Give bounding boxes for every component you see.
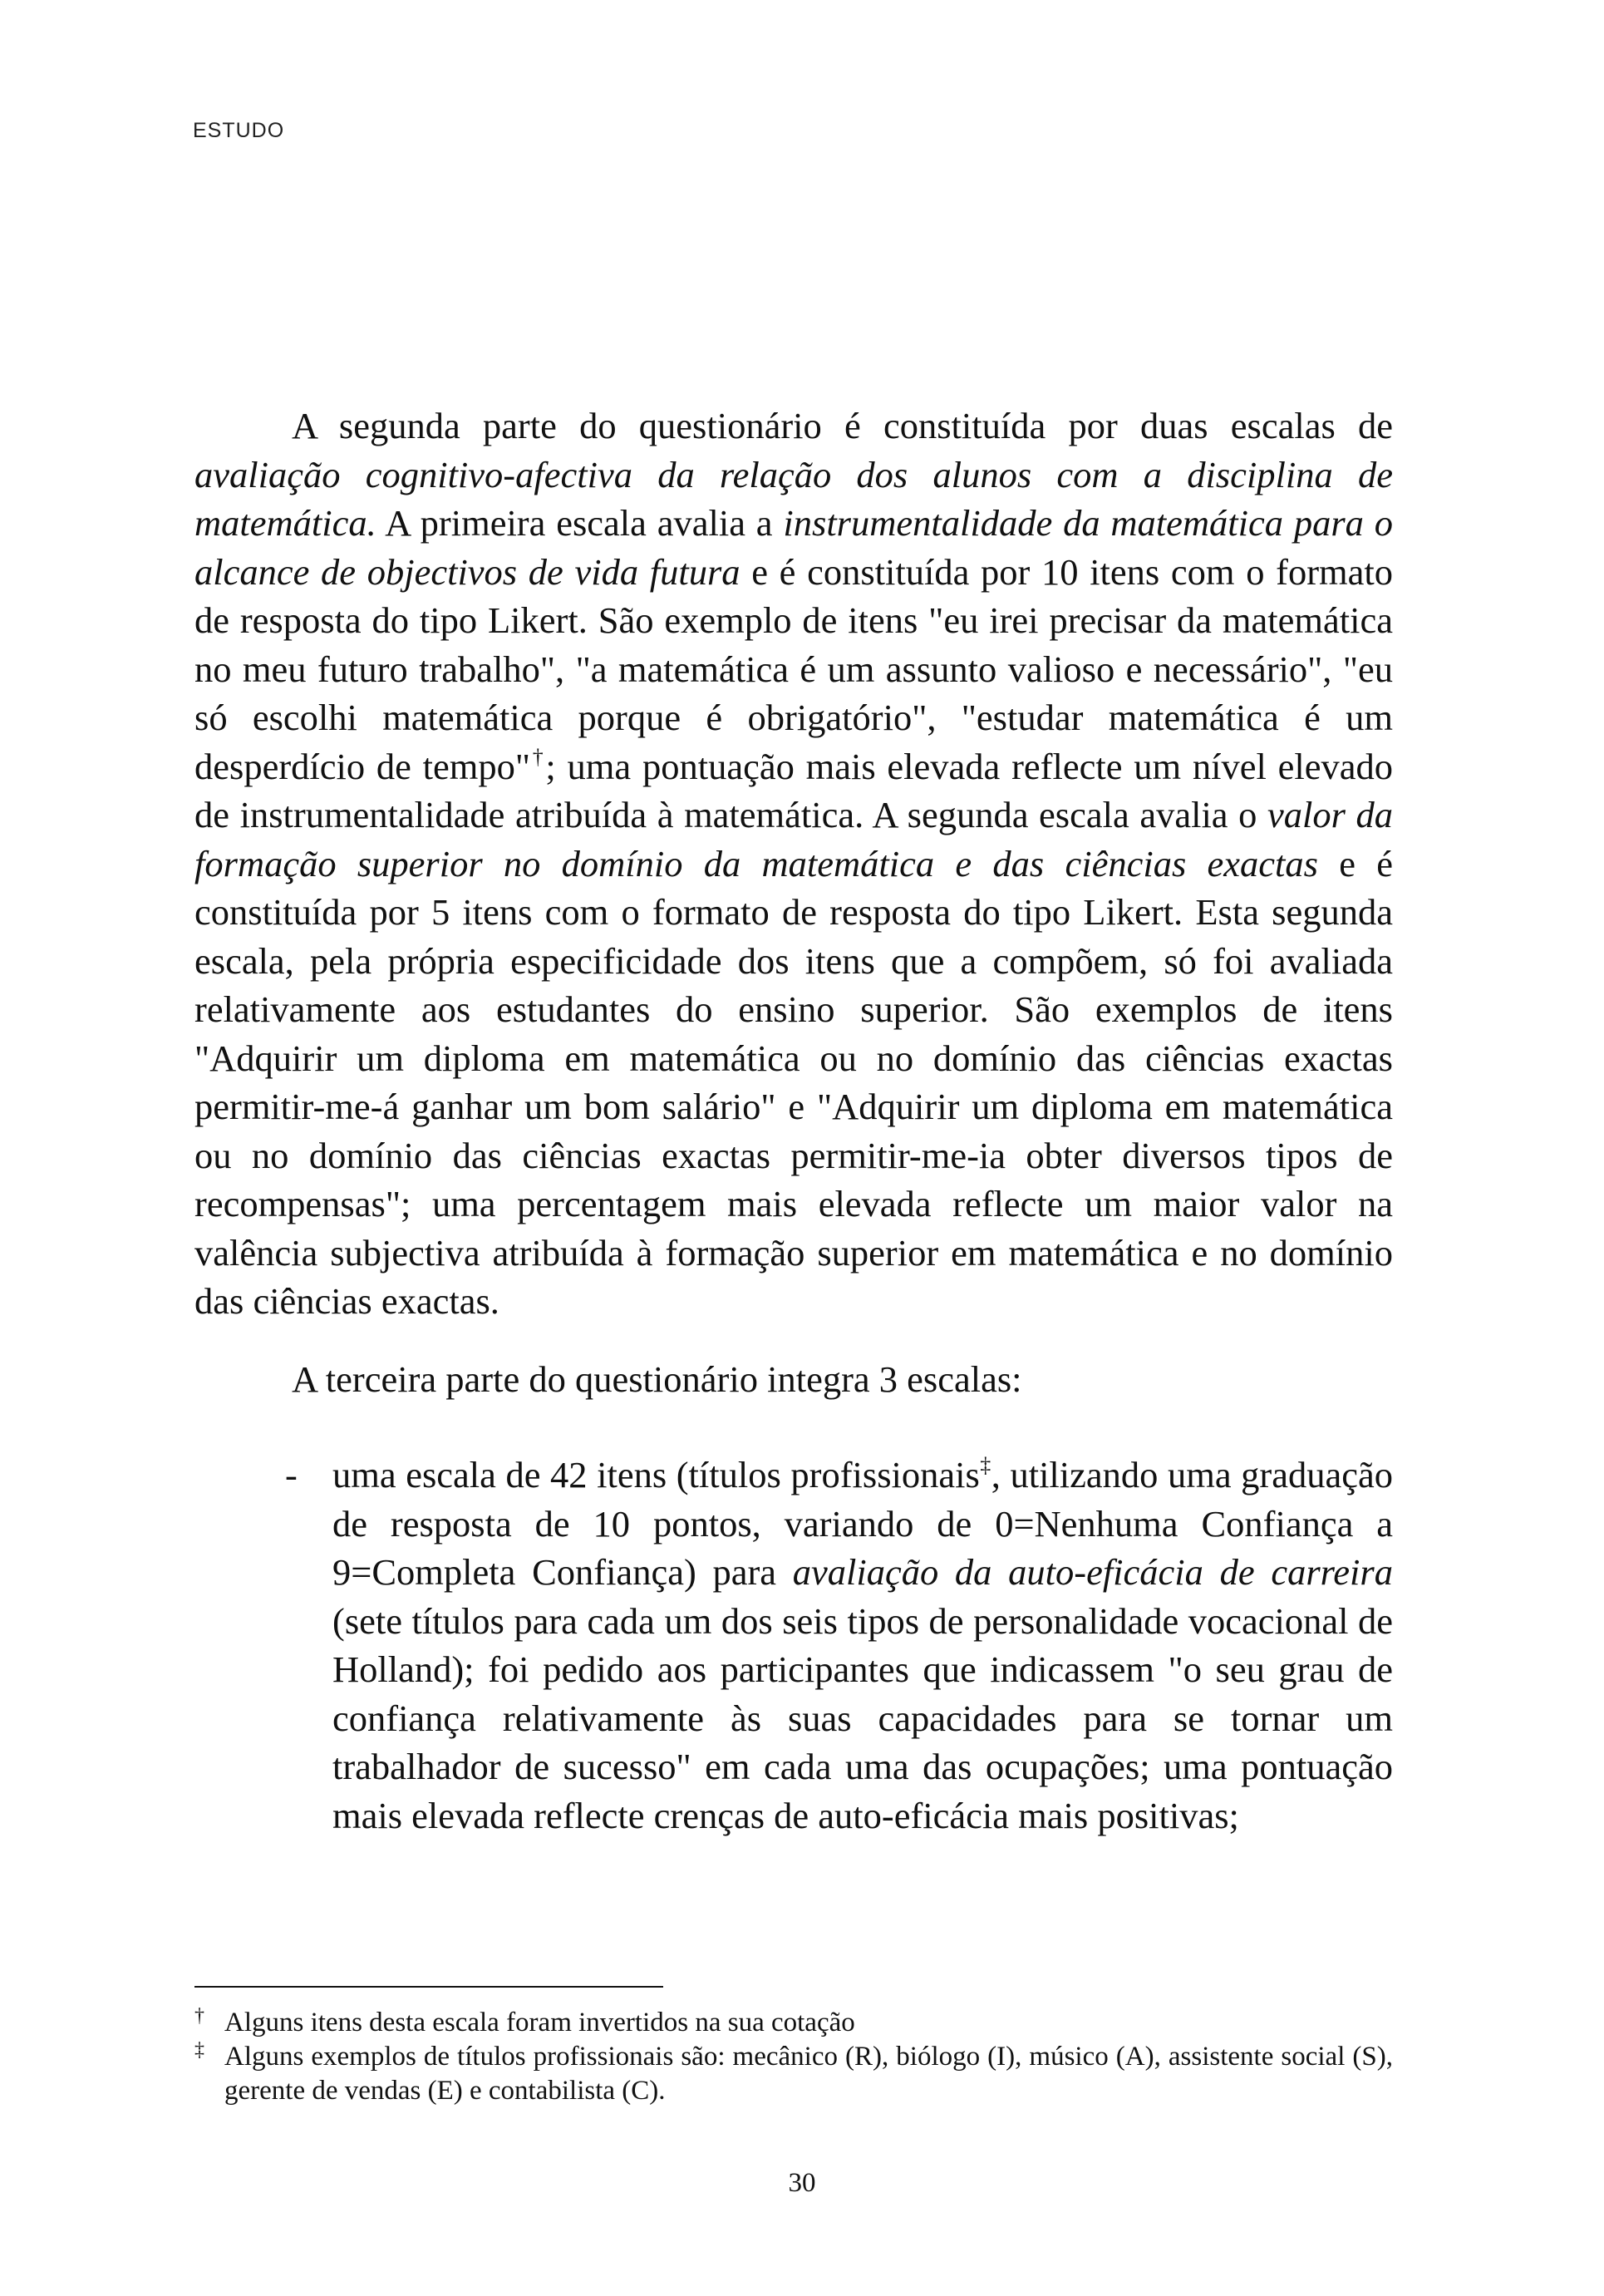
footnotes: [194, 2006, 1393, 2108]
list-item-text-2: , utilizando uma graduação de resposta de 10 pontos, variando de 0=Nenhuma Confiança a 9=Completa Confiança) para: [332, 1454, 1394, 1593]
footnote-2-mark: ‡: [194, 2039, 204, 2061]
footnote-separator: [194, 1986, 663, 1988]
para1-text-3: e é constituída por 10 itens com o formato de resposta do tipo Likert. São exemplo de itens "eu irei precisar da matemática no meu futuro trabalho", "a matemática é um assunto valioso e necessário", "eu só escolhi matemática porque é obrigatório", "estudar matemática é um desperdício de tempo": [194, 550, 1393, 787]
para1-text-2: A primeira escala avalia a: [376, 502, 784, 544]
footnote-2: [194, 2040, 1393, 2108]
para1-text-4: ; uma pontuação mais elevada reflecte um nível elevado de instrumentalidade atribuída à matemática. A segunda escala avalia o: [194, 745, 1394, 835]
para1-emphasis-2: instrumentalidade da matemática para o alcance de objectivos de vida futura: [194, 502, 1394, 593]
footnote-1: [194, 2006, 1393, 2040]
footnote-1-mark: †: [194, 2005, 204, 2027]
list-item-text-1: uma escala de 42 itens (títulos profissionais: [332, 1454, 980, 1495]
list-item-text-3: (sete títulos para cada um dos seis tipos de personalidade vocacional de Holland); foi pedido aos participantes que indicassem "o seu grau de confiança relativamente às suas capacidades para se tornar um trabalhador de sucesso" em cada uma das ocupações; uma pontuação mais elevada reflecte crenças de auto-eficácia mais positivas;: [332, 1599, 1393, 1836]
footnote-ref-dagger: †: [530, 744, 546, 769]
list-item: [194, 1451, 1393, 1840]
para1-text-1: A segunda parte do questionário é constituída por duas escalas de: [292, 405, 1393, 446]
footnote-1-text: Alguns itens desta escala foram invertidos na sua cotação: [224, 2008, 855, 2037]
list-item-emphasis: avaliação da auto-eficácia de carreira: [792, 1551, 1393, 1593]
scales-list: [194, 1451, 1393, 1840]
body-paragraph-2: A terceira parte do questionário integra 3 escalas:: [292, 1358, 1022, 1400]
para1-emphasis-1: avaliação cognitivo-afectiva da relação dos alunos com a disciplina de matemática.: [194, 453, 1393, 544]
running-head: ESTUDO: [193, 119, 285, 142]
para1-emphasis-3: valor da formação superior no domínio da matemática e das ciências exactas: [194, 794, 1393, 884]
body-paragraph-1: [194, 402, 1393, 1326]
page-number: 30: [788, 2168, 816, 2198]
footnote-2-text: Alguns exemplos de títulos profissionais são: mecânico (R), biólogo (I), músico (A), assistente social (S), gerente de vendas (E) e contabilista (C).: [224, 2042, 1393, 2106]
footnote-ref-double-dagger: ‡: [979, 1453, 991, 1477]
list-dash-marker: -: [285, 1454, 298, 1495]
para1-text-5: e é constituída por 5 itens com o formato de resposta do tipo Likert. Esta segunda escala, pela própria especificidade dos itens que a compõem, só foi avaliada relativamente aos estudantes do ensino superior. São exemplos de itens "Adquirir um diploma em matemática ou no domínio das ciências exactas permitir-me-á ganhar um bom salário" e "Adquirir um diploma em matemática ou no domínio das ciências exactas permitir-me-ia obter diversos tipos de recompensas"; uma percentagem mais elevada reflecte um maior valor na valência subjectiva atribuída à formação superior em matemática e no domínio das ciências exactas.: [194, 842, 1393, 1322]
